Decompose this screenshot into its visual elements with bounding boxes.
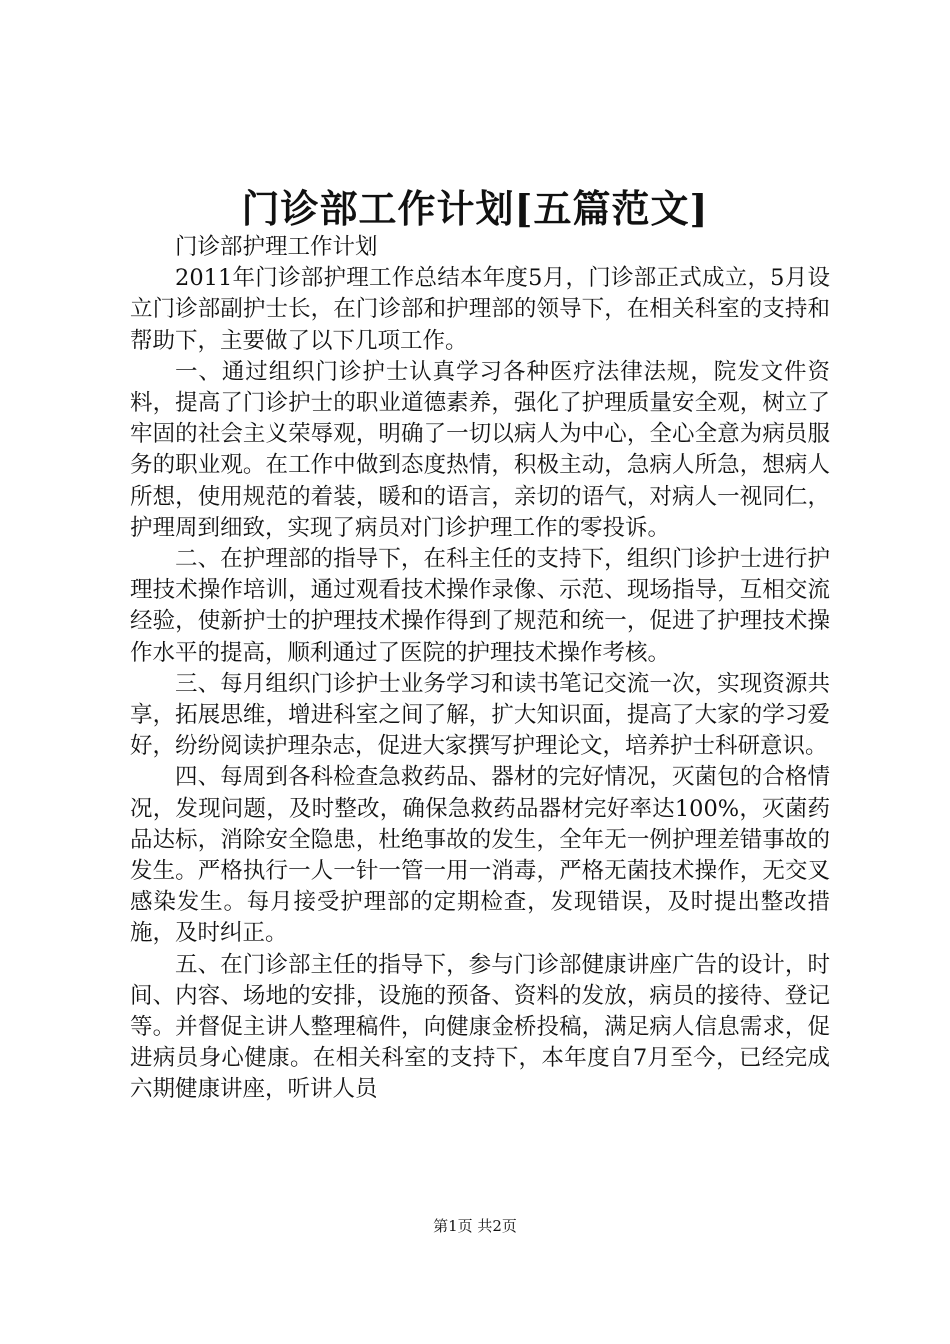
document-body [130,232,830,1106]
page-number-footer: 第1页 共2页 [433,1217,517,1235]
document-title: 门诊部工作计划[五篇范文] [241,186,709,231]
paragraph-item-3: 三、每月组织门诊护士业务学习和读书笔记交流一次，实现资源共享，拓展思维，增进科室之间了解，扩大知识面，提高了大家的学习爱好，纷纷阅读护理杂志，促进大家撰写护理论文，培养护士科研意识。 [130,670,830,760]
paragraph-item-1: 一、通过组织门诊护士认真学习各种医疗法律法规，院发文件资料，提高了门诊护士的职业道德素养，强化了护理质量安全观，树立了牢固的社会主义荣辱观，明确了一切以病人为中心，全心全意为病员服务的职业观。在工作中做到态度热情，积极主动，急病人所急，想病人所想，使用规范的着装，暖和的语言，亲切的语气，对病人一视同仁，护理周到细致，实现了病员对门诊护理工作的零投诉。 [130,358,830,541]
paragraph-intro: 2011年门诊部护理工作总结本年度5月，门诊部正式成立，5月设立门诊部副护士长，在门诊部和护理部的领导下，在相关科室的支持和帮助下，主要做了以下几项工作。 [130,265,830,354]
paragraph-item-5: 五、在门诊部主任的指导下，参与门诊部健康讲座广告的设计，时间、内容、场地的安排，设施的预备、资料的发放，病员的接待、登记等。并督促主讲人整理稿件，向健康金桥投稿，满足病人信息需求，促进病员身心健康。在相关科室的支持下，本年度自7月至今，已经完成六期健康讲座，听讲人员 [130,951,830,1103]
paragraph-item-2: 二、在护理部的指导下，在科主任的支持下，组织门诊护士进行护理技术操作培训，通过观看技术操作录像、示范、现场指导，互相交流经验，使新护士的护理技术操作得到了规范和统一，促进了护理技术操作水平的提高，顺利通过了医院的护理技术操作考核。 [130,546,830,666]
paragraph-subtitle: 门诊部护理工作计划 [175,234,378,260]
paragraph-item-4: 四、每周到各科检查急救药品、器材的完好情况，灭菌包的合格情况，发现问题，及时整改，确保急救药品器材完好率达100%，灭菌药品达标，消除安全隐患，杜绝事故的发生，全年无一例护理差错事故的发生。严格执行一人一针一管一用一消毒，严格无菌技术操作，无交叉感染发生。每月接受护理部的定期检查，发现错误，及时提出整改措施，及时纠正。 [130,764,830,947]
